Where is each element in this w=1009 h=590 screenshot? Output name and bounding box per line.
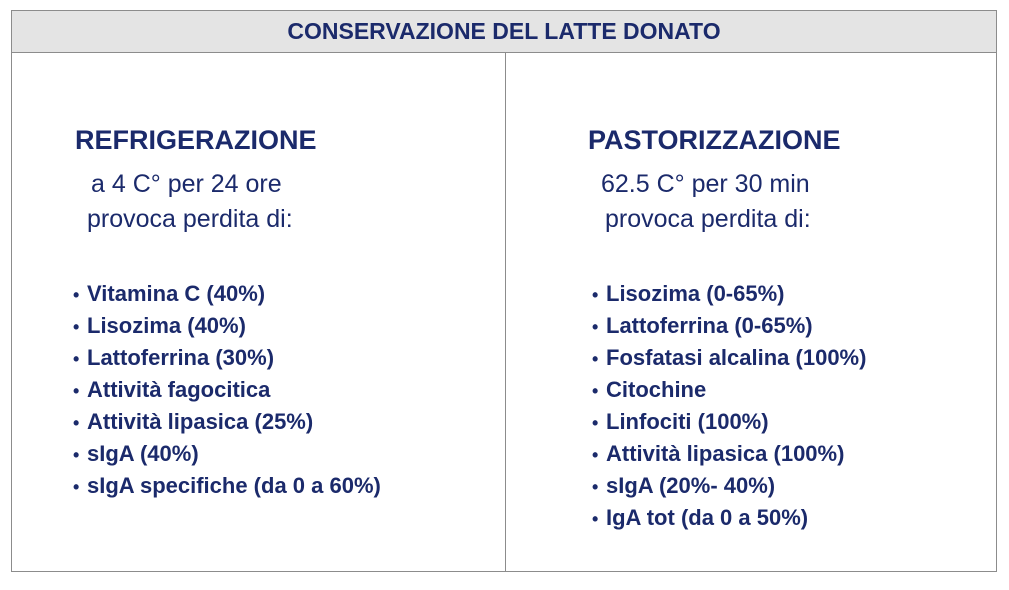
bullet-icon: • bbox=[73, 349, 80, 369]
list-item: • Attività lipasica (25%) bbox=[73, 406, 381, 438]
title-bar bbox=[12, 11, 996, 53]
conservation-table bbox=[11, 10, 997, 572]
bullet-icon: • bbox=[592, 317, 599, 337]
pastorizzazione-column bbox=[506, 53, 996, 571]
list-item: • Attività lipasica (100%) bbox=[592, 438, 866, 470]
list-item: • IgA tot (da 0 a 50%) bbox=[592, 502, 866, 534]
refrigerazione-condition: a 4 C° per 24 ore bbox=[91, 170, 282, 198]
bullet-icon: • bbox=[73, 477, 80, 497]
list-item: • sIgA specifiche (da 0 a 60%) bbox=[73, 470, 381, 502]
bullet-icon: • bbox=[592, 381, 599, 401]
list-item: • Lattoferrina (0-65%) bbox=[592, 310, 866, 342]
list-item: • Linfociti (100%) bbox=[592, 406, 866, 438]
bullet-icon: • bbox=[592, 349, 599, 369]
bullet-icon: • bbox=[73, 317, 80, 337]
bullet-icon: • bbox=[73, 413, 80, 433]
list-item: • Lattoferrina (30%) bbox=[73, 342, 381, 374]
refrigerazione-column bbox=[12, 53, 505, 571]
bullet-icon: • bbox=[592, 285, 599, 305]
bullet-icon: • bbox=[73, 381, 80, 401]
list-item: • Fosfatasi alcalina (100%) bbox=[592, 342, 866, 374]
list-item: • Lisozima (0-65%) bbox=[592, 278, 866, 310]
bullet-icon: • bbox=[73, 285, 80, 305]
list-item: • Vitamina C (40%) bbox=[73, 278, 381, 310]
pastorizzazione-heading: PASTORIZZAZIONE bbox=[588, 125, 841, 155]
page-title: CONSERVAZIONE DEL LATTE DONATO bbox=[287, 18, 721, 44]
refrigerazione-list bbox=[73, 278, 381, 502]
bullet-icon: • bbox=[592, 413, 599, 433]
bullet-icon: • bbox=[592, 445, 599, 465]
pastorizzazione-condition: 62.5 C° per 30 min bbox=[601, 170, 810, 198]
bullet-icon: • bbox=[592, 477, 599, 497]
pastorizzazione-list bbox=[592, 278, 866, 534]
refrigerazione-effect: provoca perdita di: bbox=[87, 205, 293, 233]
refrigerazione-heading: REFRIGERAZIONE bbox=[75, 125, 317, 155]
list-item: • Lisozima (40%) bbox=[73, 310, 381, 342]
list-item: • Citochine bbox=[592, 374, 866, 406]
pastorizzazione-effect: provoca perdita di: bbox=[605, 205, 811, 233]
list-item: • Attività fagocitica bbox=[73, 374, 381, 406]
bullet-icon: • bbox=[592, 509, 599, 529]
bullet-icon: • bbox=[73, 445, 80, 465]
list-item: • sIgA (20%- 40%) bbox=[592, 470, 866, 502]
list-item: • sIgA (40%) bbox=[73, 438, 381, 470]
